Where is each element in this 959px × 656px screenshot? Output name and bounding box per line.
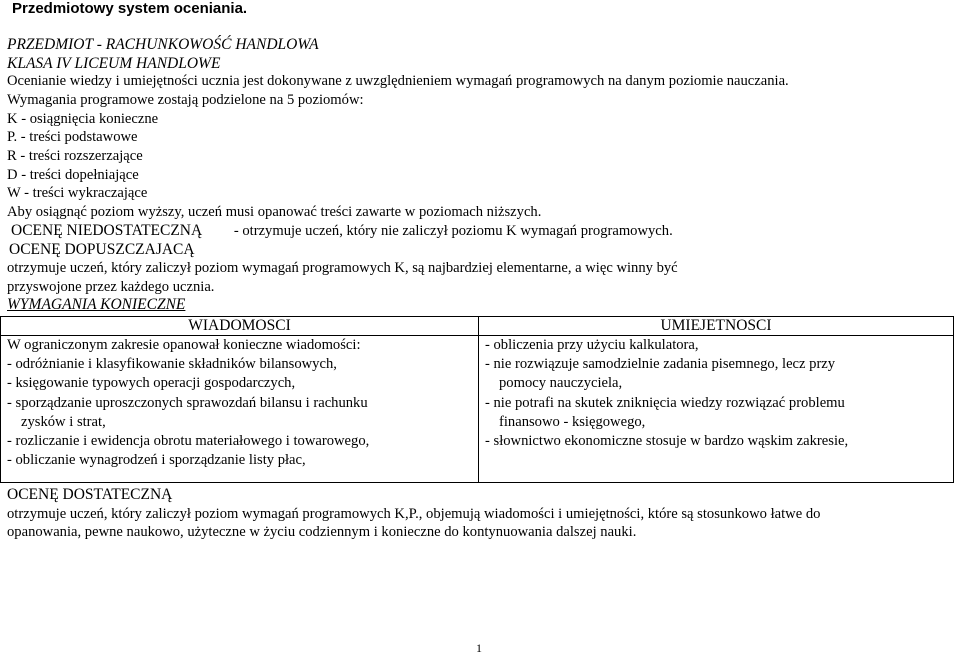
skill-item: pomocy nauczyciela, xyxy=(499,375,623,392)
skill-item: - nie rozwiązuje samodzielnie zadania pisemnego, lecz przy xyxy=(485,356,836,373)
grade-sufficient-line: otrzymuje uczeń, który zaliczył poziom wymagań programowych K, są najbardziej elementarne, a więc winny być xyxy=(7,260,678,276)
requirements-table xyxy=(0,316,954,483)
document-header: Przedmiotowy system oceniania. xyxy=(12,0,248,17)
level-w: W - treści wykraczające xyxy=(7,185,148,201)
knowledge-cell xyxy=(1,336,479,483)
knowledge-item: zysków i strat, xyxy=(21,413,106,430)
subject-title: PRZEDMIOT - RACHUNKOWOŚĆ HANDLOWA xyxy=(7,36,319,53)
knowledge-item: - obliczanie wynagrodzeń i sporządzanie listy płac, xyxy=(7,452,306,469)
skill-item: - obliczenia przy użyciu kalkulatora, xyxy=(485,337,699,353)
level-p: P. - treści podstawowe xyxy=(7,129,138,145)
skill-item: - słownictwo ekonomiczne stosuje w bardzo wąskim zakresie, xyxy=(485,433,849,450)
requirements-heading: WYMAGANIA KONIECZNE xyxy=(7,296,186,313)
knowledge-item: - sporządzanie uproszczonych sprawozdań bilansu i rachunku xyxy=(7,394,368,411)
grade-satisfactory-line: otrzymuje uczeń, który zaliczył poziom wymagań programowych K,P., objemują wiadomości i umiejętności, które są stosunkowo łatwe do xyxy=(7,506,821,522)
grade-sufficient-title: OCENĘ DOPUSZCZAJACĄ xyxy=(9,241,195,258)
skill-item: finansowo - księgowego, xyxy=(499,413,646,430)
skills-cell xyxy=(479,336,954,483)
grade-sufficient-line: przyswojone przez każdego ucznia. xyxy=(7,279,215,295)
knowledge-header: WIADOMOSCI xyxy=(1,317,479,336)
knowledge-item: - rozliczanie i ewidencja obrotu materiałowego i towarowego, xyxy=(7,433,370,450)
skill-item: - nie potrafi na skutek zniknięcia wiedzy rozwiązać problemu xyxy=(485,394,845,411)
grade-satisfactory-line: opanowania, pewne naukowo, użyteczne w życiu codziennym i konieczne do kontynuowania dalszej nauki. xyxy=(7,524,637,540)
knowledge-item: W ograniczonym zakresie opanował konieczne wiadomości: xyxy=(7,337,361,353)
level-k: K - osiągnięcia konieczne xyxy=(7,111,159,127)
grade-insufficient-text: - otrzymuje uczeń, który nie zaliczył poziomu K wymagań programowych. xyxy=(230,223,673,239)
knowledge-item: - księgowanie typowych operacji gospodarczych, xyxy=(7,375,296,392)
grade-insufficient-title: OCENĘ NIEDOSTATECZNĄ xyxy=(11,222,203,239)
grade-insufficient xyxy=(11,222,673,240)
class-title: KLASA IV LICEUM HANDLOWE xyxy=(7,55,221,72)
intro-line: Ocenianie wiedzy i umiejętności ucznia jest dokonywane z uwzględnieniem wymagań programowych na danym poziomie nauczania. xyxy=(7,73,789,89)
intro-line: Wymagania programowe zostają podzielone na 5 poziomów: xyxy=(7,92,364,108)
grade-satisfactory-title: OCENĘ DOSTATECZNĄ xyxy=(7,486,173,503)
skills-header: UMIEJETNOSCI xyxy=(479,317,954,336)
knowledge-item: - odróżnianie i klasyfikowanie składników bilansowych, xyxy=(7,356,337,373)
intro-line: Aby osiągnąć poziom wyższy, uczeń musi opanować treści zawarte w poziomach niższych. xyxy=(7,204,542,220)
page-number: 1 xyxy=(476,641,482,655)
level-d: D - treści dopełniające xyxy=(7,167,139,183)
level-r: R - treści rozszerzające xyxy=(7,148,143,164)
